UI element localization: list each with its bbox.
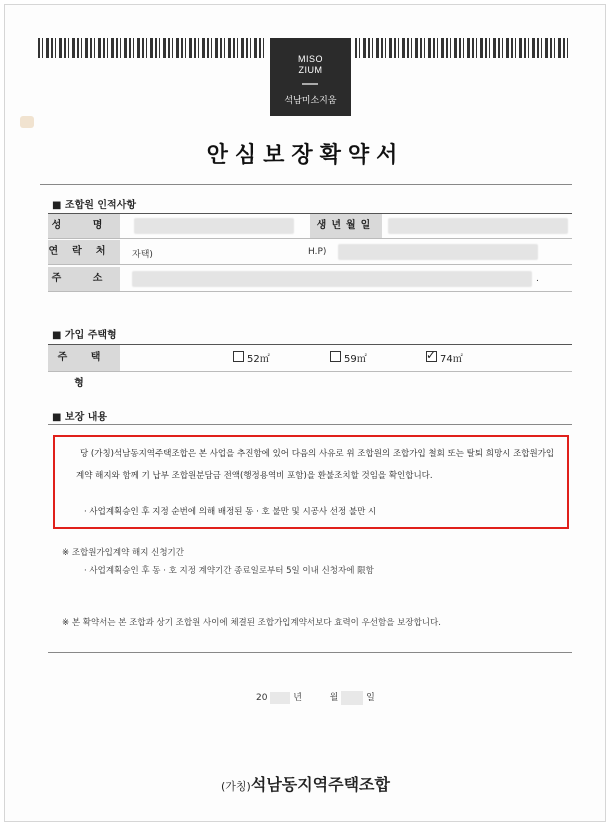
option-74-label: 74㎡ <box>440 354 463 365</box>
logo-brand-text: MISO ZIUM <box>297 54 323 75</box>
paper-stain <box>20 116 34 128</box>
check-mark-icon: ✓ <box>426 348 437 362</box>
row-housing-type <box>48 344 572 389</box>
option-59-label: 59㎡ <box>344 354 367 365</box>
option-52-label: 52㎡ <box>247 354 270 365</box>
date-year: 20 <box>256 693 268 703</box>
address-end-mark: . <box>536 274 539 284</box>
date-year-unit: 년 <box>293 693 302 703</box>
home-phone-label: 자택) <box>132 250 153 260</box>
document-title: 안심보장확약서 <box>206 143 405 168</box>
issuer-signature <box>0 772 611 795</box>
name-label: 성 명 <box>48 214 120 238</box>
note-cancel-period-title: ※ 조합원가입계약 해지 신청기간 <box>62 548 184 558</box>
checkbox-52[interactable] <box>233 351 244 362</box>
guarantee-bullet: · 사업계획승인 후 지정 순번에 의해 배정된 동 · 호 불만 및 시공사 선정 불만 시 <box>84 507 377 517</box>
row-address <box>48 267 572 292</box>
row-name-birth <box>48 213 572 239</box>
contact-label: 연락처 <box>48 240 120 264</box>
note-priority: ※ 본 확약서는 본 조합과 상기 조합원 사이에 체결된 조합가입계약서보다 효력이 우선함을 보장합니다. <box>62 618 441 628</box>
guarantee-line-2: 계약 해지와 함께 기 납부 조합원분담금 전액(행정용역비 포함)을 환불조치할 것임을 확인합니다. <box>76 471 433 481</box>
address-label: 주 소 <box>48 267 120 291</box>
section-housing-type-heading: ■ 가입 주택형 <box>52 330 117 341</box>
date-year-redacted <box>270 692 290 704</box>
issuer-prefix: (가칭) <box>221 780 251 793</box>
guarantee-divider <box>48 424 572 425</box>
brand-logo <box>270 38 351 116</box>
logo-subtitle: 석남미소지움 <box>284 96 337 106</box>
issuer-name: 석남동지역주택조합 <box>250 775 390 794</box>
birthdate-label: 생년월일 <box>310 214 382 238</box>
housing-type-label: 주 택 형 <box>48 345 120 371</box>
barcode-left <box>38 38 266 58</box>
section-guarantee-heading: ■ 보장 내용 <box>52 412 108 423</box>
date-day-redacted <box>341 691 363 705</box>
section-member-info-heading: ■ 조합원 인적사항 <box>52 200 137 211</box>
checkbox-59[interactable] <box>330 351 341 362</box>
note-cancel-period-body: · 사업계획승인 후 동 · 호 지정 계약기간 종료일로부터 5일 이내 신청자에 限함 <box>84 566 374 576</box>
address-value-redacted <box>132 271 532 287</box>
mobile-phone-label: H.P) <box>308 247 327 257</box>
birthdate-value-redacted <box>388 218 568 234</box>
guarantee-line-1: 당 (가칭)석남동지역주택조합은 본 사업을 추진함에 있어 다음의 사유로 위 조합원의 조합가입 철회 또는 탈퇴 희망시 조합원가입 <box>80 449 555 459</box>
bottom-divider <box>48 652 572 653</box>
name-value-redacted <box>134 218 294 234</box>
barcode-right <box>355 38 570 58</box>
title-divider <box>40 184 572 185</box>
date-month-unit: 월 <box>329 693 339 703</box>
date-line <box>256 690 375 705</box>
date-day-unit: 일 <box>366 693 375 703</box>
mobile-phone-redacted <box>338 244 538 260</box>
logo-swoosh-icon <box>302 83 318 85</box>
row-contact <box>48 240 572 265</box>
